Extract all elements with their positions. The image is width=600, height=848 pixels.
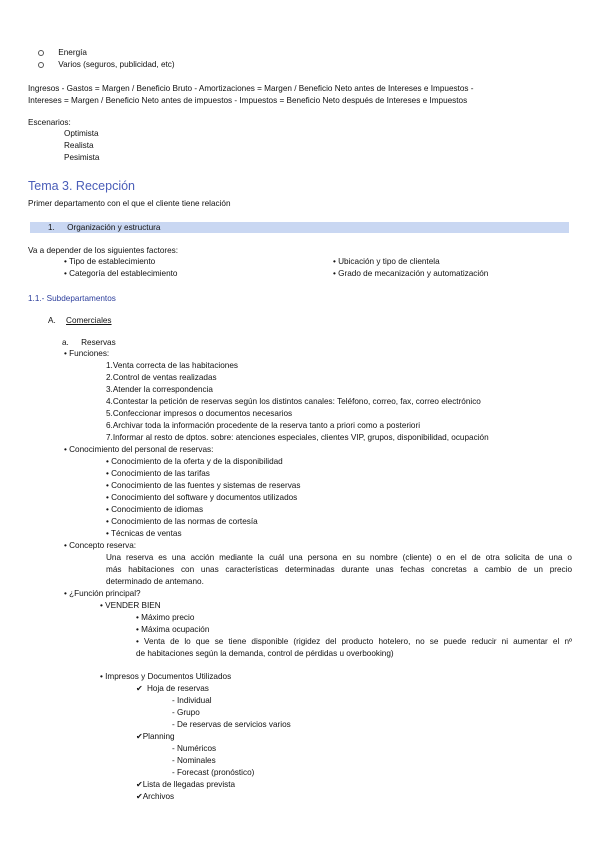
hollow-bullet-icon bbox=[38, 62, 44, 68]
intro-text: Primer departamento con el que el cliente tiene relación bbox=[28, 199, 231, 208]
funcion-item: 1.Venta correcta de las habitaciones bbox=[106, 361, 238, 370]
factor-item: • Ubicación y tipo de clientela bbox=[333, 257, 440, 266]
lista-llegadas-item: ✔Lista de llegadas prevista bbox=[136, 780, 236, 789]
concepto-line: más habitaciones con unas características determinadas durante unas fechas concretas a cambio de un precio bbox=[106, 565, 572, 574]
factor-item: • Tipo de establecimiento bbox=[64, 257, 156, 266]
top-list-item: Energía bbox=[38, 47, 87, 59]
planning-item: ✔Planning bbox=[136, 732, 175, 741]
conocimiento-label: • Conocimiento del personal de reservas: bbox=[64, 445, 214, 454]
planning-subitem: - Forecast (pronóstico) bbox=[172, 768, 255, 777]
factors-intro: Va a depender de los siguientes factores: bbox=[28, 246, 179, 255]
impresos-label: • Impresos y Documentos Utilizados bbox=[100, 672, 232, 681]
escenario-item: Pesimista bbox=[64, 153, 100, 162]
conocimiento-item: • Técnicas de ventas bbox=[106, 529, 182, 538]
venta-line: • Venta de lo que se tiene disponible (rigidez del producto hotelero, no se puede reducir ni aumentar el nº bbox=[136, 637, 572, 646]
factor-item: • Grado de mecanización y automatización bbox=[333, 269, 489, 278]
funciones-label: • Funciones: bbox=[64, 349, 110, 358]
check-icon: ✔ bbox=[136, 792, 143, 801]
formula-line: Ingresos - Gastos = Margen / Beneficio Bruto - Amortizaciones = Margen / Beneficio Neto antes de Intereses e Impuestos - bbox=[28, 84, 474, 93]
hoja-subitem: - Individual bbox=[172, 696, 212, 705]
funcion-item: 6.Archivar toda la información procedente de la reserva tanto a priori como a posteriori bbox=[106, 421, 421, 430]
conocimiento-item: • Conocimiento de las tarifas bbox=[106, 469, 210, 478]
check-icon: ✔ bbox=[136, 732, 143, 741]
concepto-line: determinado de antemano. bbox=[106, 577, 204, 586]
conocimiento-item: • Conocimiento de idiomas bbox=[106, 505, 204, 514]
funcion-item: 7.Informar al resto de dptos. sobre: atenciones especiales, clientes VIP, grupos, disponibilidad, ocupación bbox=[106, 433, 489, 442]
hoja-subitem: - De reservas de servicios varios bbox=[172, 720, 291, 729]
reservas-heading: a. Reservas bbox=[62, 338, 116, 347]
hoja-reservas-item: ✔ Hoja de reservas bbox=[136, 684, 209, 693]
funcion-item: 5.Confeccionar impresos o documentos necesarios bbox=[106, 409, 293, 418]
conocimiento-item: • Conocimiento de las fuentes y sistemas de reservas bbox=[106, 481, 301, 490]
vender-bien-label: • VENDER BIEN bbox=[100, 601, 161, 610]
hoja-subitem: - Grupo bbox=[172, 708, 200, 717]
escenario-item: Realista bbox=[64, 141, 94, 150]
funcion-item: 2.Control de ventas realizadas bbox=[106, 373, 217, 382]
subsection-heading: 1.1.- Subdepartamentos bbox=[28, 294, 116, 303]
funcion-principal-label: • ¿Función principal? bbox=[64, 589, 141, 598]
top-list-item: Varios (seguros, publicidad, etc) bbox=[38, 59, 175, 71]
conocimiento-item: • Conocimiento de las normas de cortesía bbox=[106, 517, 258, 526]
hollow-bullet-icon bbox=[38, 50, 44, 56]
formula-line: Intereses = Margen / Beneficio Neto antes de impuestos - Impuestos = Beneficio Neto después de Intereses e Impuestos bbox=[28, 96, 468, 105]
escenario-item: Optimista bbox=[64, 129, 99, 138]
comerciales-heading: A. Comerciales bbox=[48, 316, 112, 325]
planning-subitem: - Numéricos bbox=[172, 744, 217, 753]
concepto-label: • Concepto reserva: bbox=[64, 541, 137, 550]
concepto-line: Una reserva es una acción mediante la cuál una persona en su nombre (cliente) o en el de otra solicita de una o bbox=[106, 553, 572, 562]
venta-line: de habitaciones según la demanda, control de pérdidas u overbooking) bbox=[136, 649, 394, 658]
funcion-item: 3.Atender la correspondencia bbox=[106, 385, 213, 394]
section-heading: 1. Organización y estructura bbox=[48, 223, 161, 232]
check-icon: ✔ bbox=[136, 684, 143, 693]
funcion-item: 4.Contestar la petición de reservas según los distintos canales: Teléfono, correo, fax, correo electrónico bbox=[106, 397, 481, 406]
conocimiento-item: • Conocimiento de la oferta y de la disponibilidad bbox=[106, 457, 283, 466]
planning-subitem: - Nominales bbox=[172, 756, 216, 765]
page-title: Tema 3. Recepción bbox=[28, 179, 136, 193]
check-icon: ✔ bbox=[136, 780, 143, 789]
vender-item: • Máxima ocupación bbox=[136, 625, 210, 634]
conocimiento-item: • Conocimiento del software y documentos utilizados bbox=[106, 493, 298, 502]
archivos-item: ✔Archivos bbox=[136, 792, 175, 801]
factor-item: • Categoría del establecimiento bbox=[64, 269, 178, 278]
escenarios-label: Escenarios: bbox=[28, 118, 71, 127]
vender-item: • Máximo precio bbox=[136, 613, 195, 622]
